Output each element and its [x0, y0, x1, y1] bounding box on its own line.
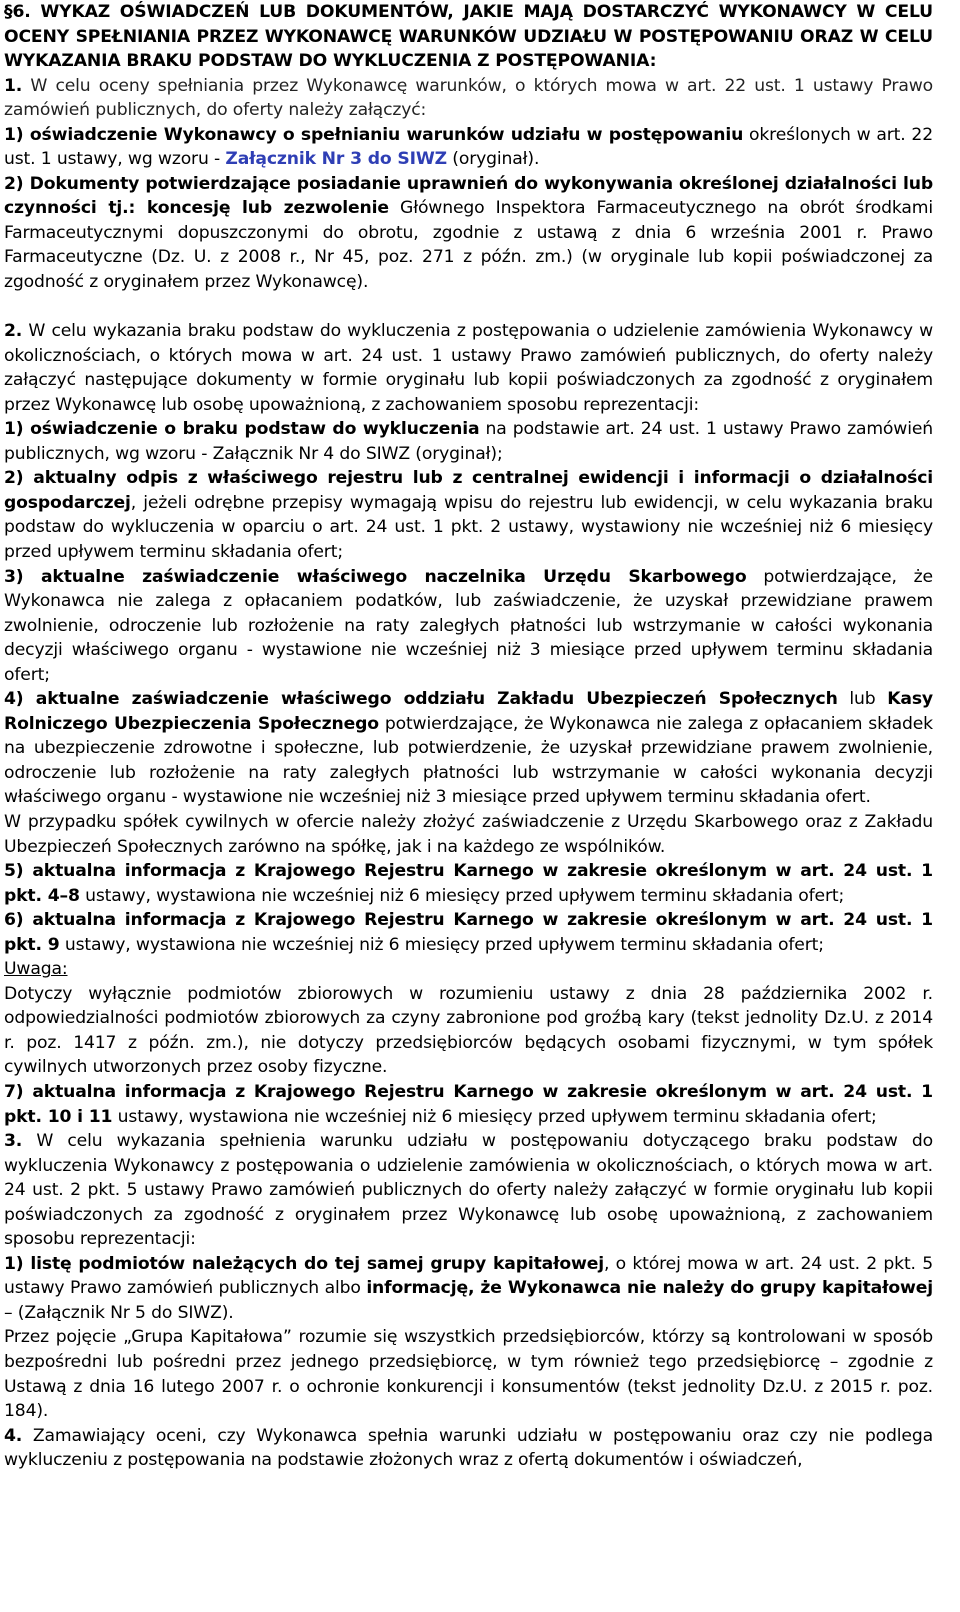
- paragraph-3-item-1: 1) listę podmiotów należących do tej samej grupy kapitałowej, o której mowa w art. 24 ust. 2 pkt. 5 ustawy Prawo zamówień publicznych albo informację, że Wykonawca nie należy do grupy kapitałowej – (Załącznik Nr 5 do SIWZ).: [4, 1253, 933, 1323]
- paragraph-number: 3.: [4, 1131, 23, 1152]
- note-label: Uwaga:: [4, 959, 68, 980]
- paragraph-2-item-4-note: W przypadku spółek cywilnych w ofercie należy złożyć zaświadczenie z Urzędu Skarbowego oraz z Zakładu Ubezpieczeń Społecznych zarówno na spółkę, jak i na każdego ze wspólników.: [4, 812, 933, 857]
- capital-group-definition: Przez pojęcie „Grupa Kapitałowa” rozumie się wszystkich przedsiębiorców, którzy są kontrolowani w sposób bezpośredni lub pośredni przez jednego przedsiębiorcę, w tym również tego przedsiębiorcę – zgodnie z Ustawą z dnia 16 lutego 2007 r. o ochronie konkurencji i konsumentów (tekst jednolity Dz.U. z 2015 r. poz. 184).: [4, 1327, 933, 1422]
- paragraph-2-item-3: 3) aktualne zaświadczenie właściwego naczelnika Urzędu Skarbowego potwierdzające, że Wykonawca nie zalega z opłacaniem podatków, lub zaświadczenie, że uzyskał przewidziane prawem zwolnienie, odroczenie lub rozłożenie na raty zaległych płatności lub wstrzymanie w całości wykonania decyzji właściwego organu - wystawione nie wcześniej niż 3 miesiące przed upływem terminu składania ofert;: [4, 566, 933, 685]
- attachment-3-link[interactable]: Załącznik Nr 3 do SIWZ: [225, 149, 447, 170]
- paragraph-2-item-2: 2) aktualny odpis z właściwego rejestru lub z centralnej ewidencji i informacji o działalności gospodarczej, jeżeli odrębne przepisy wymagają wpisu do rejestru lub ewidencji, w celu wykazania braku podstaw do wykluczenia w oparciu o art. 24 ust. 1 pkt. 2 ustawy, wystawiony nie wcześniej niż 6 miesięcy przed upływem terminu składania ofert;: [4, 468, 933, 562]
- paragraph-2-item-5: 5) aktualna informacja z Krajowego Rejestru Karnego w zakresie określonym w art. 24 ust. 1 pkt. 4–8 ustawy, wystawiona nie wcześniej niż 6 miesięcy przed upływem terminu składania ofert;: [4, 861, 933, 906]
- paragraph-2-item-4: 4) aktualne zaświadczenie właściwego oddziału Zakładu Ubezpieczeń Społecznych lub Kasy Rolniczego Ubezpieczenia Społecznego potwierdzające, że Wykonawca nie zalega z opłacaniem składek na ubezpieczenie zdrowotne i społeczne, lub potwierdzenie, że uzyskał przewidziane prawem zwolnienie, odroczenie lub rozłożenie na raty zaległych płatności lub wstrzymanie w całości wykonania decyzji właściwego organu - wystawione nie wcześniej niż 3 miesiące przed upływem terminu składania ofert.: [4, 689, 933, 808]
- note-text: Dotyczy wyłącznie podmiotów zbiorowych w rozumieniu ustawy z dnia 28 października 2002 r. odpowiedzialności podmiotów zbiorowych za czyny zabronione pod groźbą kary (tekst jednolity Dz.U. z 2014 r. poz. 1417 z późn. zm.), nie dotyczy przedsiębiorców będących osobami fizycznymi, w tym spółek cywilnych utworzonych przez osoby fizyczne.: [4, 983, 933, 1078]
- paragraph-4: 4. Zamawiający oceni, czy Wykonawca spełnia warunki udziału w postępowaniu oraz czy nie podlega wykluczeniu z postępowania na podstawie złożonych wraz z ofertą dokumentów i oświadczeń,: [4, 1425, 933, 1471]
- section-title: 6. WYKAZ OŚWIADCZEŃ LUB DOKUMENTÓW, JAKIE MAJĄ DOSTARCZYĆ WYKONAWCY W CELU OCENY SPEŁNIANIA PRZEZ WYKONAWCĘ WARUNKÓW UDZIAŁU W POSTĘPOWANIU ORAZ W CELU WYKAZANIA BRAKU PODSTAW DO WYKLUCZENIA Z POSTĘPOWANIA:: [4, 2, 933, 72]
- paragraph-spacer: [4, 295, 933, 320]
- paragraph-number: 4.: [4, 1425, 23, 1446]
- paragraph-number: 2.: [4, 321, 23, 342]
- paragraph-3-intro: 3. W celu wykazania spełnienia warunku udziału w postępowaniu dotyczącego braku podstaw do wykluczenia Wykonawcy z postępowania o udzielenie zamówienia w okolicznościach, o których mowa w art. 24 ust. 2 pkt. 5 ustawy Prawo zamówień publicznych do oferty należy załączyć w formie oryginału lub kopii poświadczonych za zgodność z oryginałem przez Wykonawcę lub osobę upoważnioną, z zachowaniem sposobu reprezentacji:: [4, 1131, 933, 1250]
- paragraph-2-item-1: 1) oświadczenie o braku podstaw do wykluczenia na podstawie art. 24 ust. 1 ustawy Prawo zamówień publicznych, wg wzoru - Załącznik Nr 4 do SIWZ (oryginał);: [4, 419, 933, 464]
- paragraph-2-item-6: 6) aktualna informacja z Krajowego Rejestru Karnego w zakresie określonym w art. 24 ust. 1 pkt. 9 ustawy, wystawiona nie wcześniej niż 6 miesięcy przed upływem terminu składania ofert;: [4, 910, 933, 955]
- section-marker: §: [4, 2, 13, 22]
- paragraph-1-item-2: 2) Dokumenty potwierdzające posiadanie uprawnień do wykonywania określonej działalności lub czynności tj.: koncesję lub zezwolenie Głównego Inspektora Farmaceutycznego na obrót środkami Farmaceutycznymi dopuszczonymi do obrotu, zgodnie z ustawą z dnia 6 września 2001 r. Prawo Farmaceutyczne (Dz. U. z 2008 r., Nr 45, poz. 271 z późn. zm.) (w oryginale lub kopii poświadczonej za zgodność z oryginałem przez Wykonawcę).: [4, 173, 933, 293]
- paragraph-1-intro: 1. W celu oceny spełniania przez Wykonawcę warunków, o których mowa w art. 22 ust. 1 ustawy Prawo zamówień publicznych, do oferty należy załączyć:: [4, 75, 933, 121]
- paragraph-2-item-7: 7) aktualna informacja z Krajowego Rejestru Karnego w zakresie określonym w art. 24 ust. 1 pkt. 10 i 11 ustawy, wystawiona nie wcześniej niż 6 miesięcy przed upływem terminu składania ofert;: [4, 1082, 933, 1127]
- paragraph-2-intro: 2. W celu wykazania braku podstaw do wykluczenia z postępowania o udzielenie zamówienia Wykonawcy w okolicznościach, o których mowa w art. 24 ust. 1 ustawy Prawo zamówień publicznych, do oferty należy załączyć następujące dokumenty w formie oryginału lub kopii poświadczonych za zgodność z oryginałem przez Wykonawcę lub osobę upoważnioną, z zachowaniem sposobu reprezentacji:: [4, 321, 933, 415]
- paragraph-1-item-1: 1) oświadczenie Wykonawcy o spełnianiu warunków udziału w postępowaniu określonych w art. 22 ust. 1 ustawy, wg wzoru - Załącznik Nr 3 do SIWZ (oryginał).: [4, 124, 933, 170]
- paragraph-number: 1.: [4, 75, 23, 96]
- section-heading: [4, 0, 933, 74]
